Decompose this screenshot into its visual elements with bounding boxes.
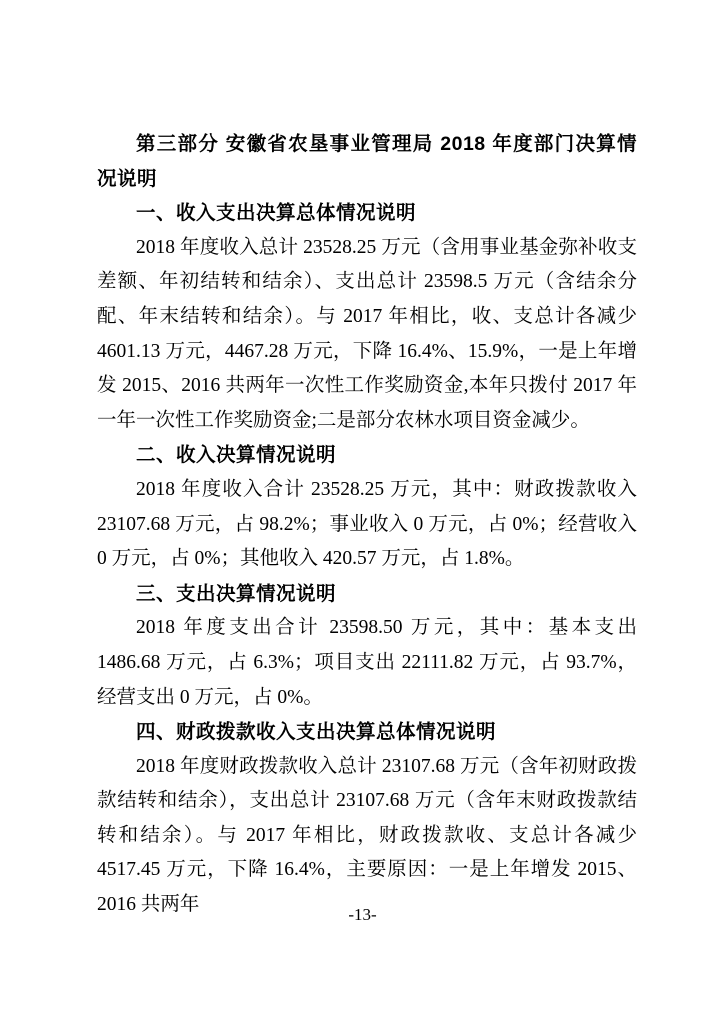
page-number: -13- (348, 905, 377, 924)
section-paragraph: 2018 年度财政拨款收入总计 23107.68 万元（含年初财政拨款结转和结余），支出总计 23107.68 万元（含年末财政拨款结转和结余）。与 2017 年相比，财政拨款收、支总计各减少 4517.45 万元，下降 16.4%，主要原因：一是上年增发 2015、2016 共两年 (97, 755, 637, 916)
section-income-accounts (97, 438, 637, 576)
section-expenditure-accounts (97, 577, 637, 715)
section-heading: 一、收入支出决算总体情况说明 (136, 202, 417, 225)
section-heading: 二、收入决算情况说明 (136, 444, 337, 467)
section-heading: 四、财政拨款收入支出决算总体情况说明 (136, 721, 497, 744)
section-paragraph: 2018 年度收入合计 23528.25 万元，其中：财政拨款收入 23107.68 万元，占 98.2%；事业收入 0 万元，占 0%；经营收入 0 万元，占 0%；其他收入 420.57 万元，占 1.8%。 (97, 478, 637, 570)
section-fiscal-appropriation-overview (97, 715, 637, 923)
section-income-expenditure-overview (97, 196, 637, 438)
document-content (97, 127, 637, 923)
section-paragraph: 2018 年度支出合计 23598.50 万元，其中：基本支出 1486.68 万元，占 6.3%；项目支出 22111.82 万元，占 93.7%，经营支出 0 万元，占 0%。 (97, 617, 637, 708)
section-heading: 三、支出决算情况说明 (136, 582, 337, 605)
section-paragraph: 2018 年度收入总计 23528.25 万元（含用事业基金弥补收支差额、年初结转和结余）、支出总计 23598.5 万元（含结余分配、年末结转和结余）。与 2017 年相比，收、支总计各减少 4601.13 万元，4467.28 万元，下降 16.4%、15.9%，一是上年增发 2015、2016 共两年一次性工作奖励资金,本年只拨付 2017 年一年一次性工作奖励资金;二是部分农林水项目资金减少。 (97, 236, 637, 431)
document-title: 第三部分 安徽省农垦事业管理局 2018 年度部门决算情况说明 (97, 133, 637, 190)
